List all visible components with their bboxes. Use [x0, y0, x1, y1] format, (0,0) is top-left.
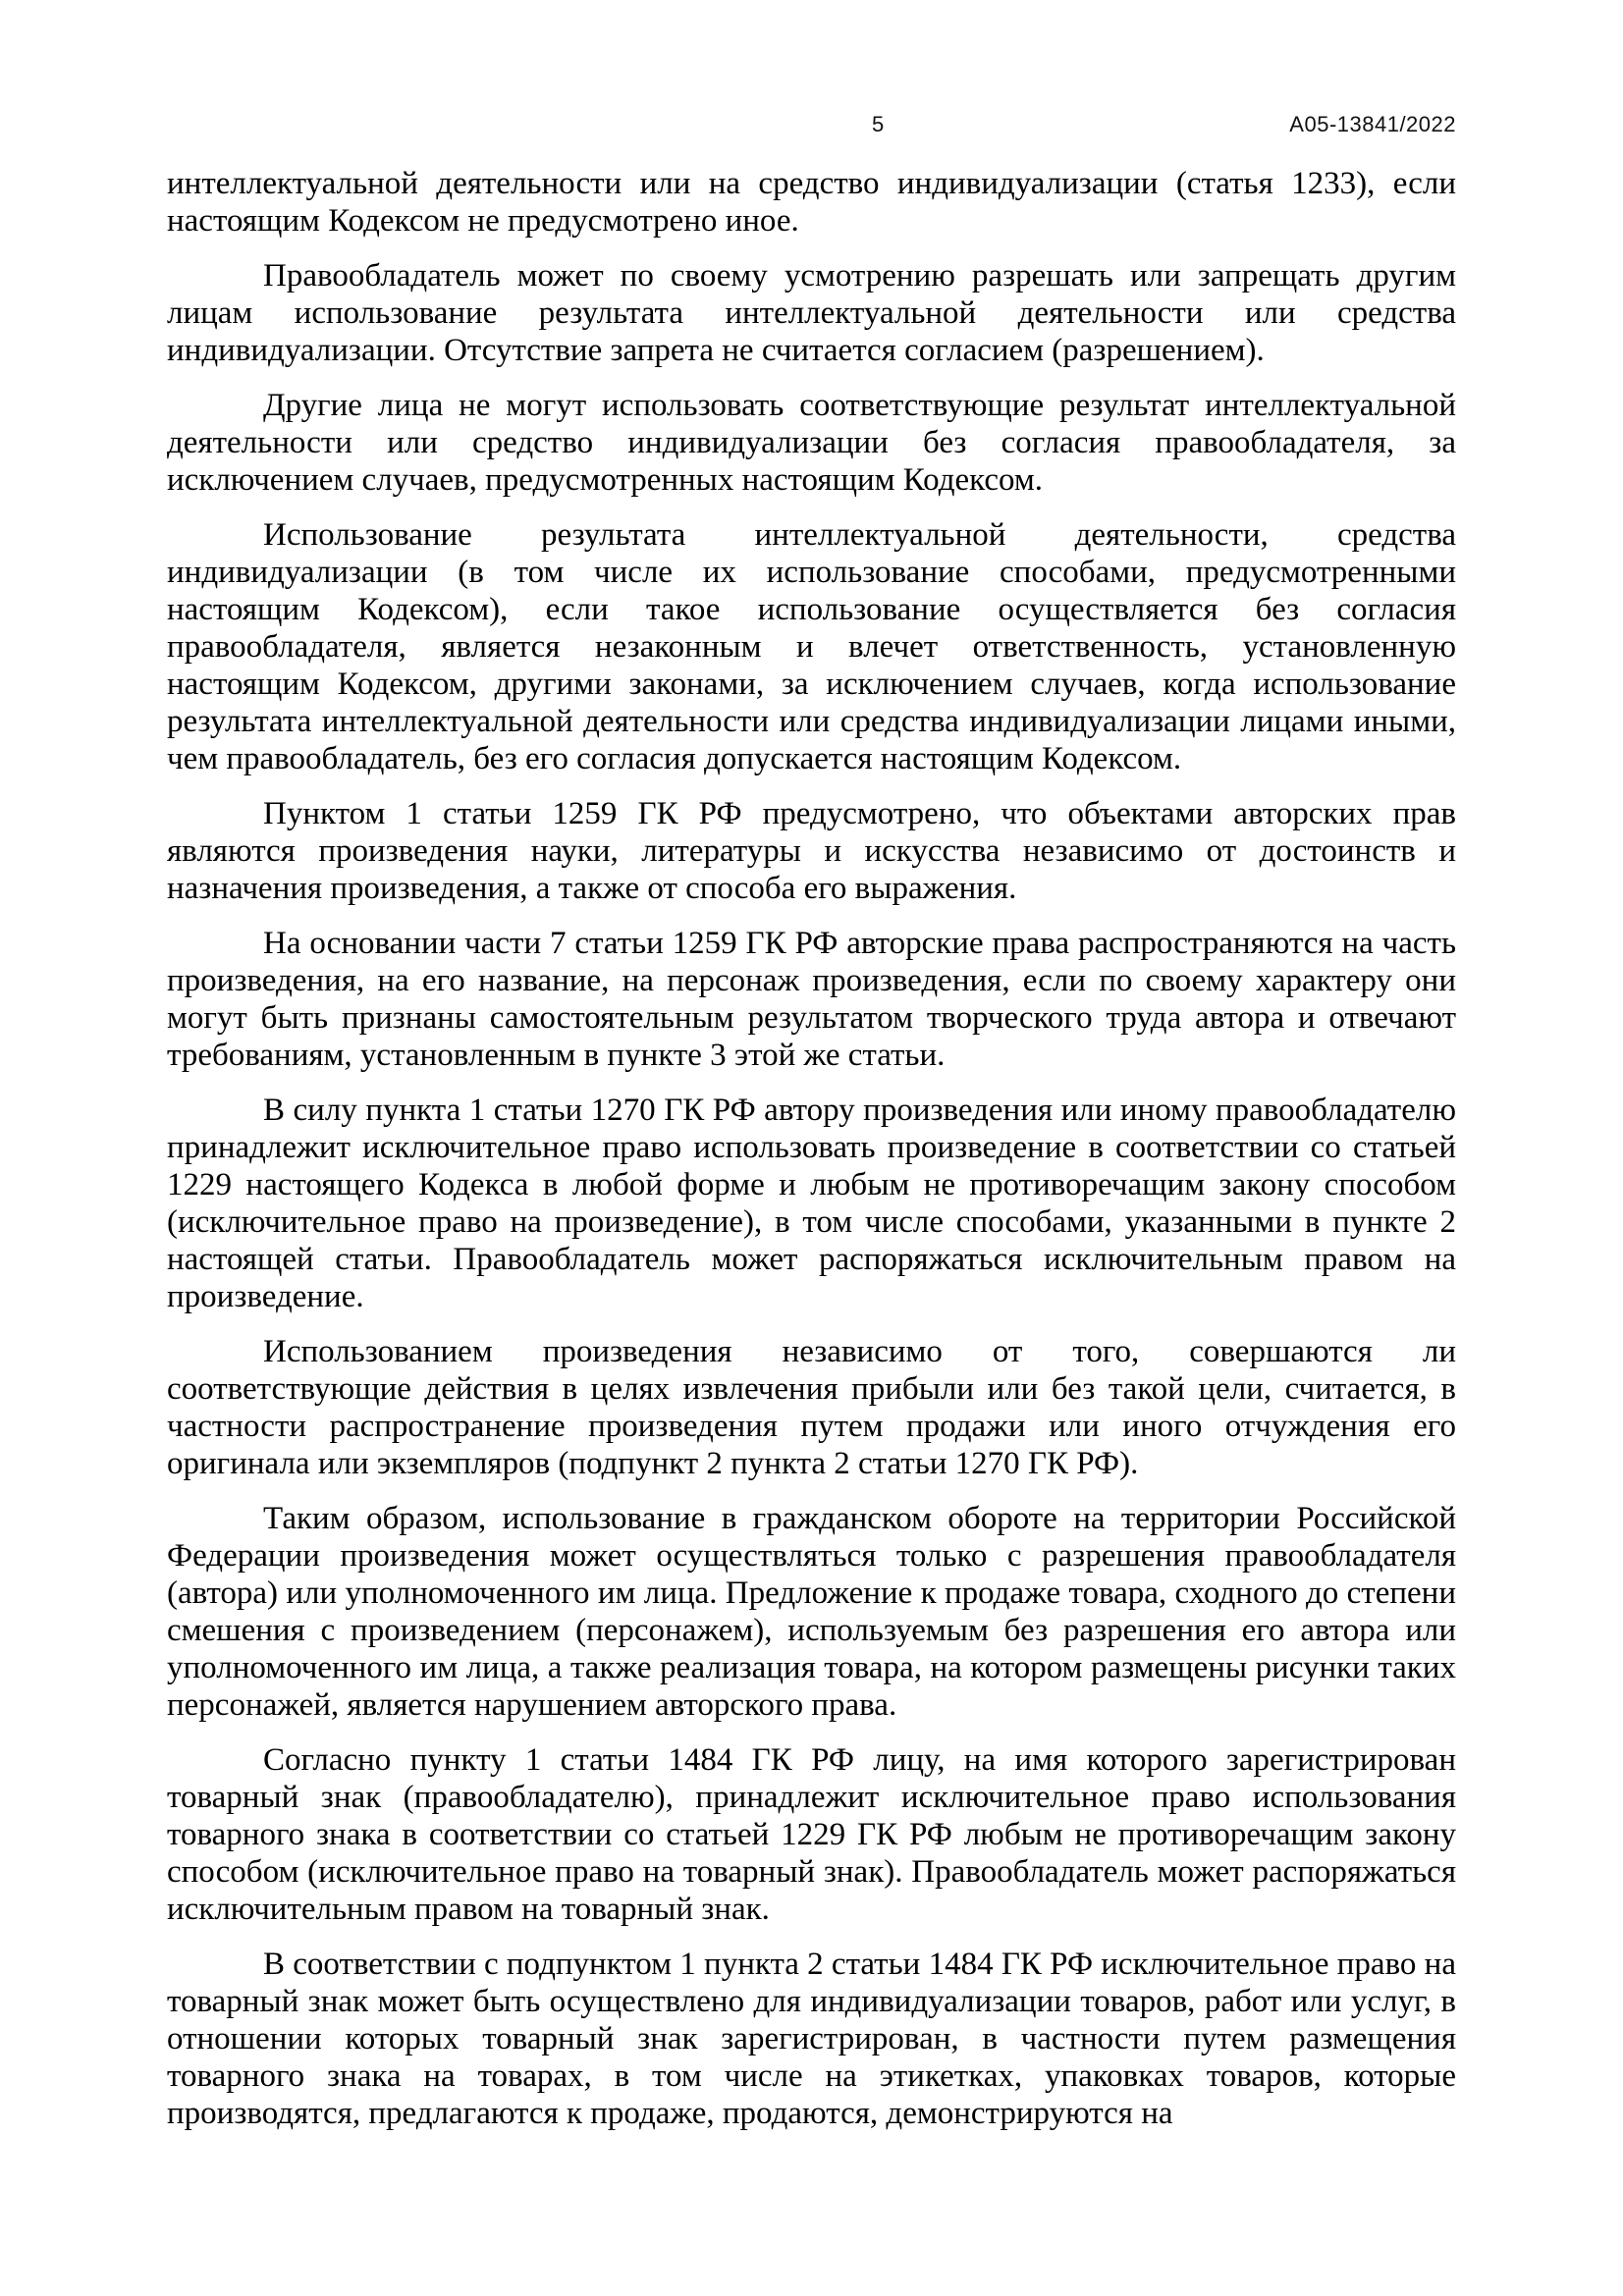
page-header [167, 110, 1456, 139]
paragraph: В соответствии с подпунктом 1 пункта 2 статьи 1484 ГК РФ исключительное право на товарный знак может быть осуществлено для индивидуализации товаров, работ или услуг, в отношении которых товарный знак зарегистрирован, в частности путем размещения товарного знака на товарах, в том числе на этикетках, упаковках товаров, которые производятся, предлагаются к продаже, продаются, демонстрируются на [167, 1947, 1456, 2131]
paragraph: Пунктом 1 статьи 1259 ГК РФ предусмотрено, что объектами авторских прав являются произведения науки, литературы и искусства независимо от достоинств и назначения произведения, а также от способа его выражения. [167, 796, 1456, 906]
paragraph: В силу пункта 1 статьи 1270 ГК РФ автору произведения или иному правообладателю принадлежит исключительное право использовать произведение в соответствии со статьей 1229 настоящего Кодекса в любой форме и любым не противоречащим закону способом (исключительное право на произведение), в том числе способами, указанными в пункте 2 настоящей статьи. Правообладатель может распоряжаться исключительным правом на произведение. [167, 1093, 1456, 1314]
paragraph: Таким образом, использование в гражданском обороте на территории Российской Федерации произведения может осуществляться только с разрешения правообладателя (автора) или уполномоченного им лица. Предложение к продаже товара, сходного до степени смешения с произведением (персонажем), используемым без разрешения его автора или уполномоченного им лица, а также реализация товара, на котором размещены рисунки таких персонажей, является нарушением авторского права. [167, 1501, 1456, 1723]
document-body [167, 165, 1456, 2150]
paragraph: интеллектуальной деятельности или на средство индивидуализации (статья 1233), если настоящим Кодексом не предусмотрено иное. [167, 166, 1456, 239]
paragraph: Использование результата интеллектуальной деятельности, средства индивидуализации (в том числе их использование способами, предусмотренными настоящим Кодексом), если такое использование осуществляется без согласия правообладателя, является незаконным и влечет ответственность, установленную настоящим Кодексом, другими законами, за исключением случаев, когда использование результата интеллектуальной деятельности или средства индивидуализации лицами иными, чем правообладатель, без его согласия допускается настоящим Кодексом. [167, 517, 1456, 776]
case-number: А05-13841/2022 [1289, 112, 1456, 136]
page-number: 5 [872, 112, 885, 136]
paragraph: Использованием произведения независимо от того, совершаются ли соответствующие действия в целях извлечения прибыли или без такой цели, считается, в частности распространение произведения путем продажи или иного отчуждения его оригинала или экземпляров (подпункт 2 пункта 2 статьи 1270 ГК РФ). [167, 1334, 1456, 1481]
paragraph: Согласно пункту 1 статьи 1484 ГК РФ лицу, на имя которого зарегистрирован товарный знак (правообладателю), принадлежит исключительное право использования товарного знака в соответствии со статьей 1229 ГК РФ любым не противоречащим закону способом (исключительное право на товарный знак). Правообладатель может распоряжаться исключительным правом на товарный знак. [167, 1742, 1456, 1927]
paragraph: Правообладатель может по своему усмотрению разрешать или запрещать другим лицам использование результата интеллектуальной деятельности или средства индивидуализации. Отсутствие запрета не считается согласием (разрешением). [167, 258, 1456, 368]
paragraph: Другие лица не могут использовать соответствующие результат интеллектуальной деятельности или средство индивидуализации без согласия правообладателя, за исключением случаев, предусмотренных настоящим Кодексом. [167, 388, 1456, 498]
paragraph: На основании части 7 статьи 1259 ГК РФ авторские права распространяются на часть произведения, на его название, на персонаж произведения, если по своему характеру они могут быть признаны самостоятельным результатом творческого труда автора и отвечают требованиям, установленным в пункте 3 этой же статьи. [167, 926, 1456, 1073]
